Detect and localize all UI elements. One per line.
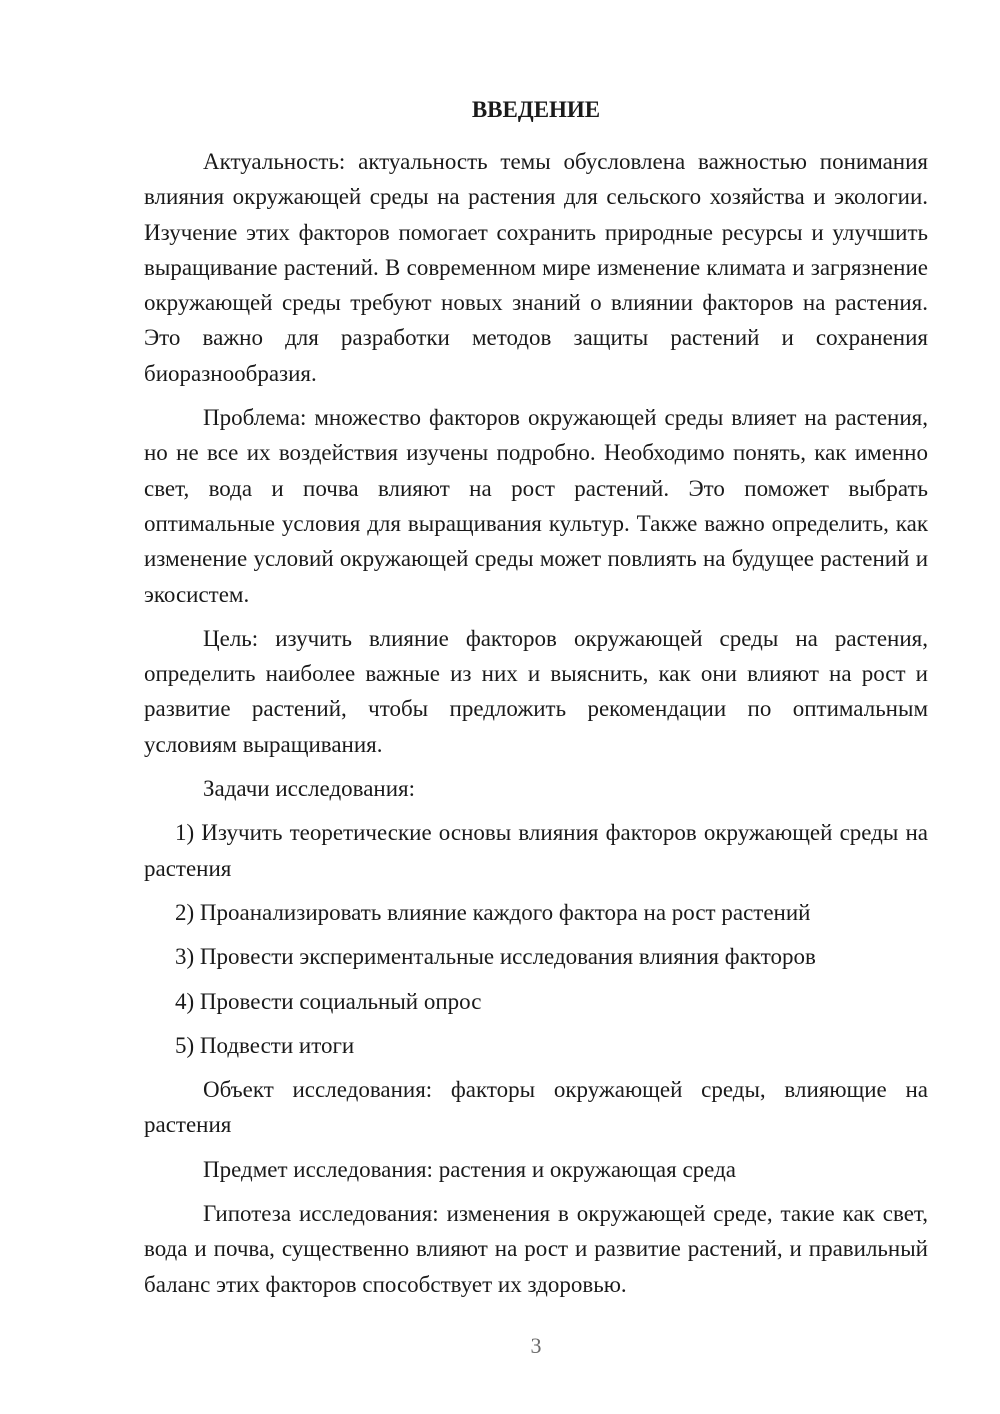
tasks-list bbox=[144, 815, 928, 1063]
subject-paragraph: Предмет исследования: растения и окружающая среда bbox=[203, 1156, 736, 1182]
goal-paragraph: Цель: изучить влияние факторов окружающей среды на растения, определить наиболее важные из них и выяснить, как они влияют на рост и развитие растений, чтобы предложить рекомендации по оптимальным условиям выращивания. bbox=[144, 625, 928, 757]
document-body bbox=[144, 95, 928, 1311]
task-item: 5) Подвести итоги bbox=[175, 1032, 355, 1058]
task-item: 4) Провести социальный опрос bbox=[175, 988, 482, 1014]
page-number: 3 bbox=[530, 1333, 542, 1358]
tasks-label: Задачи исследования: bbox=[203, 776, 416, 802]
relevance-paragraph: Актуальность: актуальность темы обусловлена важностью понимания влияния окружающей среды на растения для сельского хозяйства и экологии. Изучение этих факторов помогает сохранить природные ресурсы и улучшить выращивание растений. В современном мире изменение климата и загрязнение окружающей среды требуют новых знаний о влиянии факторов на растения. Это важно для разработки методов защиты растений и сохранения биоразнообразия. bbox=[144, 149, 928, 386]
task-item: 2) Проанализировать влияние каждого фактора на рост растений bbox=[175, 899, 811, 925]
object-paragraph: Объект исследования: факторы окружающей среды, влияющие на растения bbox=[144, 1077, 928, 1138]
task-item: 1) Изучить теоретические основы влияния факторов окружающей среды на растения bbox=[144, 820, 928, 881]
hypothesis-paragraph: Гипотеза исследования: изменения в окружающей среде, такие как свет, вода и почва, существенно влияют на рост и развитие растений, и правильный баланс этих факторов способствует их здоровью. bbox=[144, 1201, 928, 1297]
section-heading: ВВЕДЕНИЕ bbox=[471, 97, 601, 122]
problem-paragraph: Проблема: множество факторов окружающей среды влияет на растения, но не все их воздействия изучены подробно. Необходимо понять, как именно свет, вода и почва влияют на рост растений. Это поможет выбрать оптимальные условия для выращивания культур. Также важно определить, как изменение условий окружающей среды может повлиять на будущее растений и экосистем. bbox=[144, 405, 928, 607]
task-item: 3) Провести экспериментальные исследования влияния факторов bbox=[175, 944, 816, 970]
